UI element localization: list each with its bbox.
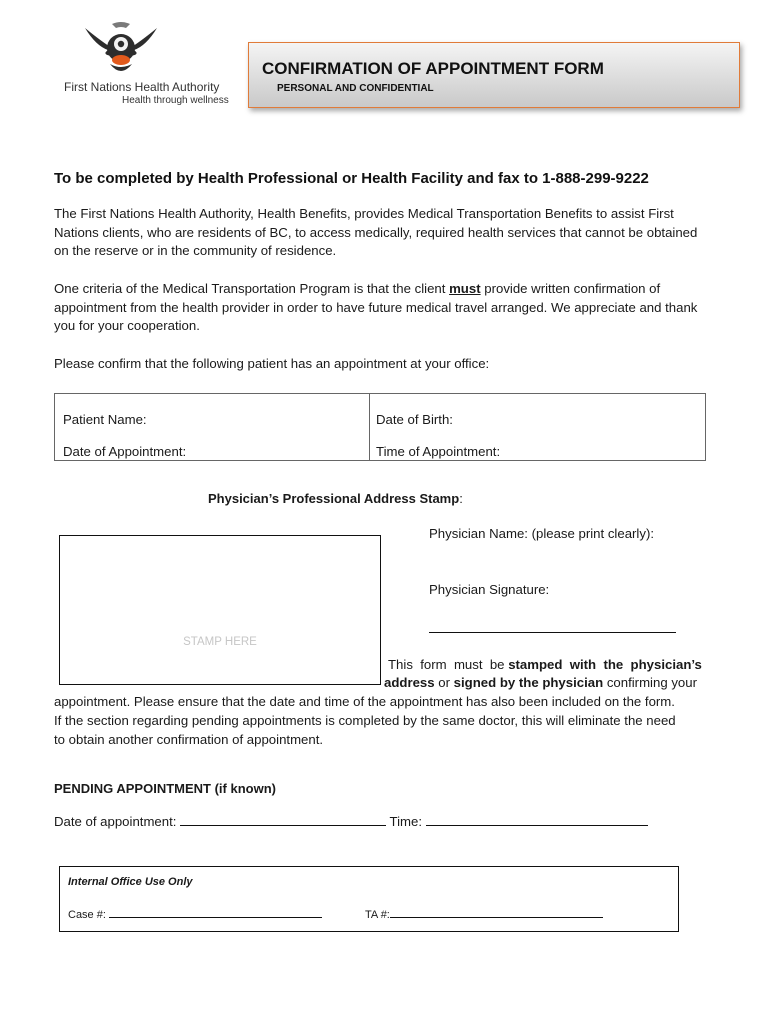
ta-number-row (365, 907, 603, 921)
note-text: This form must be (388, 657, 509, 672)
note-line-2 (384, 675, 697, 690)
case-number-field[interactable] (109, 907, 322, 918)
note-bold: stamped with the physician’s (508, 657, 702, 672)
stamp-section-title (208, 491, 463, 506)
pending-appointment-title: PENDING APPOINTMENT (if known) (54, 781, 276, 796)
criteria-text-1: One criteria of the Medical Transportation Program is that the client (54, 281, 450, 296)
note-line-4: If the section regarding pending appointments is completed by the same doctor, this will eliminate the need (54, 713, 676, 728)
date-of-birth-field[interactable]: Date of Birth: (376, 412, 453, 427)
note-bold: signed by the physician (453, 675, 604, 690)
physician-name-label: Physician Name: (please print clearly): (429, 526, 655, 541)
confirm-paragraph: Please confirm that the following patient has an appointment at your office: (54, 356, 490, 371)
date-of-appointment-field[interactable]: Date of Appointment: (63, 444, 187, 459)
form-title-box (248, 42, 740, 108)
fnha-eagle-logo-icon (82, 20, 160, 78)
pending-date-field[interactable] (180, 813, 386, 826)
case-number-row (68, 907, 322, 921)
note-bold: address (384, 675, 435, 690)
physician-signature-label: Physician Signature: (429, 582, 550, 597)
stamp-box[interactable] (59, 535, 381, 685)
logo-tagline: Health through wellness (122, 95, 229, 106)
form-title: CONFIRMATION OF APPOINTMENT FORM (262, 59, 604, 78)
note-line-5: to obtain another confirmation of appointment. (54, 732, 324, 747)
ta-number-field[interactable] (390, 907, 603, 918)
intro-paragraph: The First Nations Health Authority, Health Benefits, provides Medical Transportation Benefits to assist First Nations clients, who are residents of BC, to access medically, required health services that cannot be obtained on the reserve or in the community of residence. (54, 206, 698, 258)
criteria-text-2: provide written confirmation of appointment from the health provider in order to have future medical travel arranged. We appreciate and thank you for your cooperation. (54, 281, 698, 333)
time-of-appointment-field[interactable]: Time of Appointment: (376, 444, 501, 459)
note-line-3: appointment. Please ensure that the date and time of the appointment has also been included on the form. (54, 694, 675, 709)
pending-date-label: Date of appointment: (54, 814, 177, 829)
note-line-1 (388, 657, 702, 672)
stamp-title-text: Physician’s Professional Address Stamp (208, 491, 460, 506)
note-text: confirming your (603, 675, 697, 690)
signature-line[interactable] (429, 632, 676, 633)
ta-number-label: TA #: (365, 909, 390, 921)
pending-appointment-row (54, 813, 648, 829)
pending-time-field[interactable] (426, 813, 648, 826)
form-subtitle: PERSONAL AND CONFIDENTIAL (277, 83, 434, 94)
instruction-heading: To be completed by Health Professional or Health Facility and fax to 1-888-299-9222 (54, 170, 649, 187)
internal-office-box (59, 866, 679, 932)
patient-name-field[interactable]: Patient Name: (63, 412, 147, 427)
case-number-label: Case #: (68, 909, 106, 921)
criteria-emphasis: must (449, 281, 481, 296)
table-divider (369, 394, 370, 460)
office-use-title: Internal Office Use Only (68, 876, 193, 888)
logo-name: First Nations Health Authority (64, 80, 220, 94)
stamp-title-colon: : (459, 491, 463, 506)
pending-time-label: Time: (389, 814, 423, 829)
note-text: or (434, 675, 454, 690)
criteria-paragraph (54, 280, 714, 336)
patient-info-table (54, 393, 706, 461)
stamp-placeholder: STAMP HERE (183, 636, 257, 648)
